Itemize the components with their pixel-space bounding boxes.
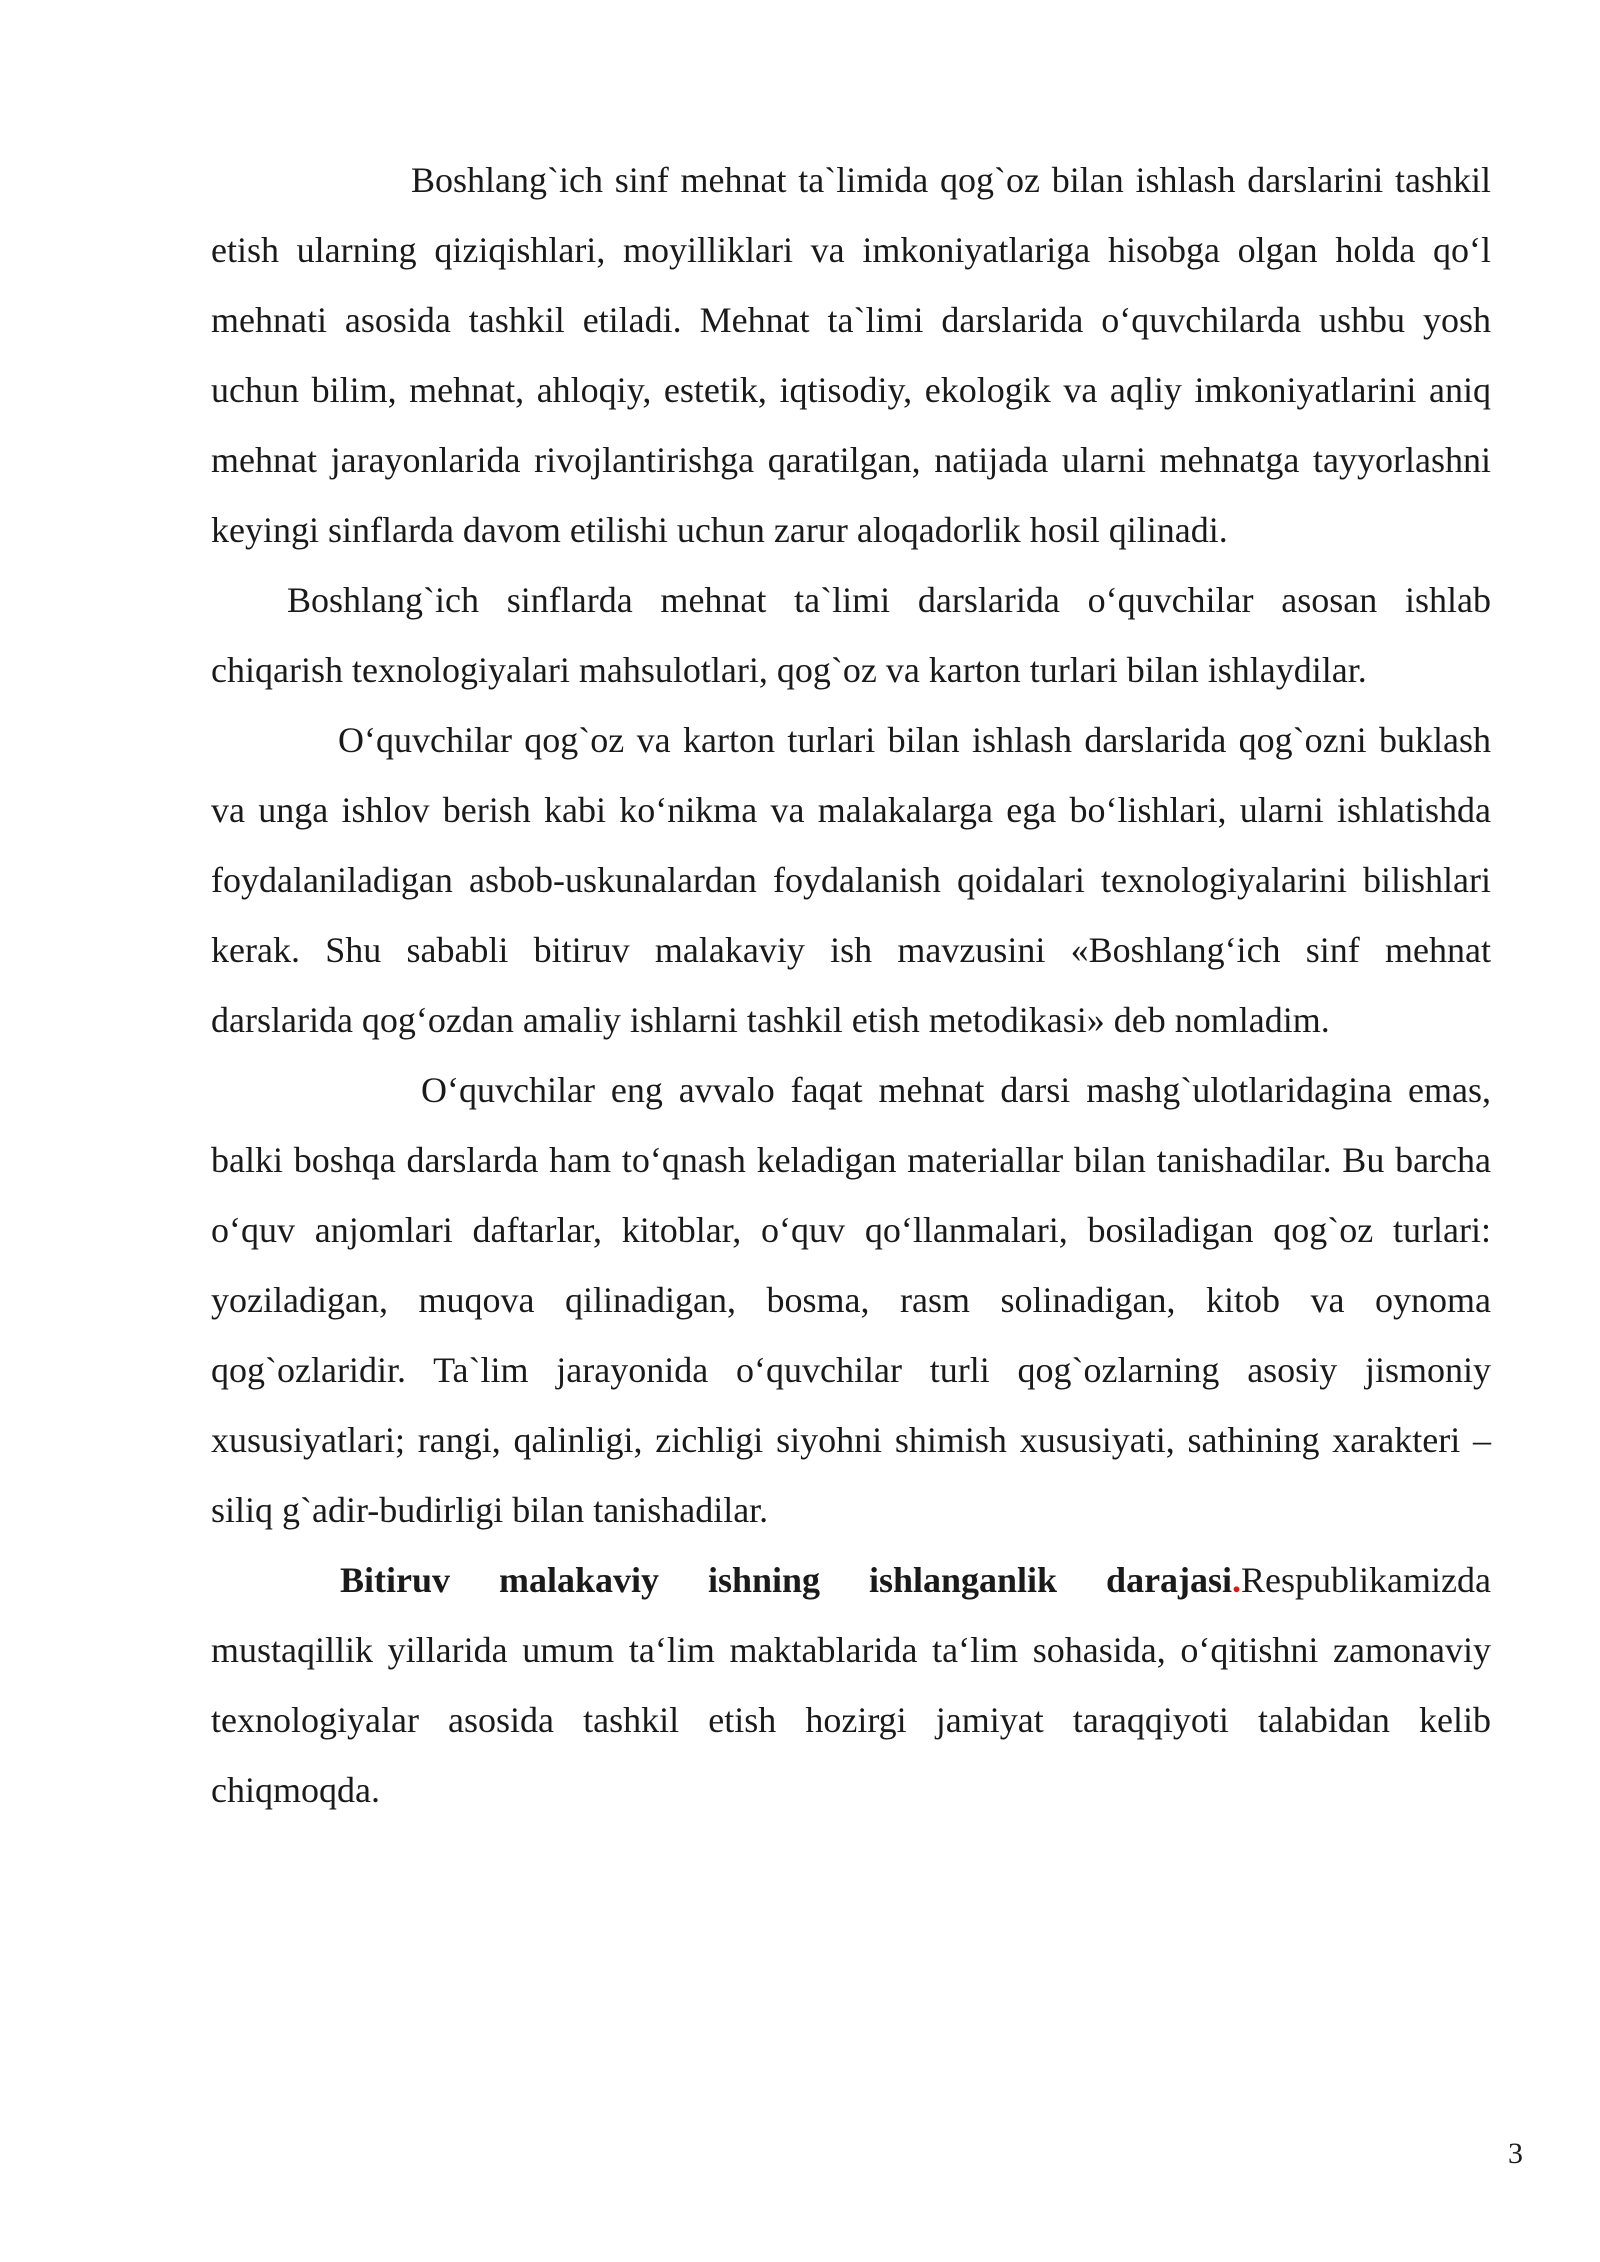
- paragraph-paper-types: O‘quvchilar eng avvalo faqat mehnat darsi mashg`ulotlaridagina emas, balki boshqa darslarda ham to‘qnash keladigan materiallar bilan tanishadilar. Bu barcha o‘quv anjomlari daftarlar, kitoblar, o‘quv qo‘llanmalari, bosiladigan qog`oz turlari: yoziladigan, muqova qilinadigan, bosma, rasm solinadigan, kitob va oynoma qog`ozlaridir. Ta`lim jarayonida o‘quvchilar turli qog`ozlarning asosiy jismoniy xususiyatlari; rangi, qalinligi, zichligi siyohni shimish xususiyati, sathining xarakteri – siliq g`adir-budirligi bilan tanishadilar.: [211, 1070, 1491, 1530]
- document-body: [211, 145, 1491, 1825]
- section-text: Respublikamizda mustaqillik yillarida umum ta‘lim maktablarida ta‘lim sohasida, o‘qitishni zamonaviy texnologiyalar asosida tashkil etish hozirgi jamiyat taraqqiyoti talabidan kelib chiqmoqda.: [211, 1560, 1491, 1810]
- page-number: 3: [1508, 2137, 1523, 2170]
- heading-period: .: [1232, 1560, 1242, 1600]
- section-heading: Bitiruv malakaviy ishning ishlanganlik darajasi: [340, 1560, 1233, 1600]
- paragraph-materials: Boshlang`ich sinflarda mehnat ta`limi darslarida o‘quvchilar asosan ishlab chiqarish texnologiyalari mahsulotlari, qog`oz va karton turlari bilan ishlaydilar.: [211, 580, 1491, 690]
- paragraph-research-level: [211, 1545, 1491, 1825]
- paragraph-skills: O‘quvchilar qog`oz va karton turlari bilan ishlash darslarida qog`ozni buklash va unga ishlov berish kabi ko‘nikma va malakalarga ega bo‘lishlari, ularni ishlatishda foydalaniladigan asbob-uskunalardan foydalanish qoidalari texnologiyalarini bilishlari kerak. Shu sababli bitiruv malakaviy ish mavzusini «Boshlang‘ich sinf mehnat darslarida qog‘ozdan amaliy ishlarni tashkil etish metodikasi» deb nomladim.: [211, 720, 1491, 1040]
- paragraph-intro: Boshlang`ich sinf mehnat ta`limida qog`oz bilan ishlash darslarini tashkil etish ularning qiziqishlari, moyilliklari va imkoniyatlariga hisobga olgan holda qo‘l mehnati asosida tashkil etiladi. Mehnat ta`limi darslarida o‘quvchilarda ushbu yosh uchun bilim, mehnat, ahloqiy, estetik, iqtisodiy, ekologik va aqliy imkoniyatlarini aniq mehnat jarayonlarida rivojlantirishga qaratilgan, natijada ularni mehnatga tayyorlashni keyingi sinflarda davom etilishi uchun zarur aloqadorlik hosil qilinadi.: [211, 160, 1491, 550]
